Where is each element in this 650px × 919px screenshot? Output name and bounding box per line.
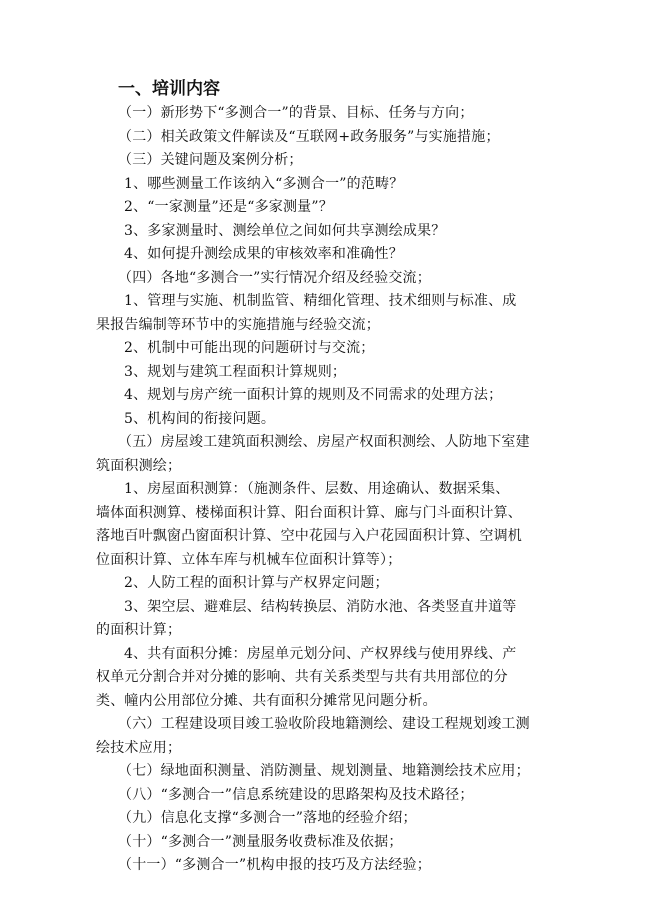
text-line: （一）新形势下“多测合一”的背景、目标、任务与方向； — [118, 105, 474, 121]
text-line: 2、“一家测量”还是“多家测量”？ — [124, 199, 333, 215]
text-line: 2、机制中可能出现的问题研讨与交流； — [124, 340, 375, 356]
text-line: 3、架空层、避难层、结构转换层、消防水池、各类竖直井道等 — [124, 598, 517, 615]
text-line: （三）关键问题及案例分析； — [118, 152, 303, 168]
text-line: 权单元分割合并对分摊的影响、共有关系类型与共有共用部位的分 — [96, 669, 508, 685]
text-line: （二）相关政策文件解读及“互联网+政务服务”与实施措施； — [118, 128, 500, 145]
text-line: （八）“多测合一”信息系统建设的思路架构及技术路径； — [118, 786, 474, 803]
text-line: 类、幢内公用部位分摊、共有面积分摊常见问题分析。 — [96, 692, 437, 709]
text-line: 绘技术应用； — [96, 739, 182, 756]
text-line: 1、房屋面积测算：（施测条件、层数、用途确认、数据采集、 — [124, 481, 510, 497]
text-line: 3、规划与建筑工程面积计算规则； — [124, 363, 347, 380]
text-line: 落地百叶飘窗凸窗面积计算、空中花园与入户花园面积计算、空调机 — [96, 528, 522, 544]
text-line: （五）房屋竣工建筑面积测绘、房屋产权面积测绘、人防地下室建 — [118, 434, 530, 450]
text-line: 的面积计算； — [96, 622, 182, 638]
text-line: （九）信息化支撑“多测合一”落地的经验介绍； — [118, 810, 417, 826]
text-line: （七）绿地面积测量、消防测量、规划测量、地籍测绘技术应用； — [118, 763, 530, 779]
text-line: 筑面积测绘； — [96, 457, 182, 474]
text-line: 墙体面积测算、楼梯面积计算、阳台面积计算、廊与门斗面积计算、 — [96, 504, 522, 521]
text-line: （十）“多测合一”测量服务收费标准及依据； — [118, 833, 403, 850]
text-line: （四）各地“多测合一”实行情况介绍及经验交流； — [118, 269, 431, 286]
text-line: （十一）“多测合一”机构申报的技巧及方法经验； — [118, 857, 431, 873]
text-line: 2、人防工程的面积计算与产权界定问题； — [124, 575, 389, 591]
section-heading: 一、培训内容 — [118, 79, 220, 99]
text-line: 1、管理与实施、机制监管、精细化管理、技术细则与标准、成 — [124, 293, 517, 309]
text-line: 位面积计算、立体车库与机械车位面积计算等）； — [96, 551, 402, 568]
text-line: 5、机构间的衔接问题。 — [124, 410, 276, 427]
text-line: 3、多家测量时、测绘单位之间如何共享测绘成果？ — [124, 222, 446, 239]
text-line: 1、哪些测量工作该纳入“多测合一”的范畴？ — [124, 175, 404, 192]
text-line: 4、共有面积分摊：房屋单元划分问、产权界线与使用界线、产 — [124, 645, 517, 662]
document-body — [96, 102, 558, 878]
text-line: 4、如何提升测绘成果的审核效率和准确性？ — [124, 246, 403, 262]
text-line: （六）工程建设项目竣工验收阶段地籍测绘、建设工程规划竣工测 — [118, 716, 530, 732]
text-line: 果报告编制等环节中的实施措施与经验交流； — [96, 316, 380, 333]
text-line: 4、规划与房产统一面积计算的规则及不同需求的处理方法； — [124, 387, 503, 403]
